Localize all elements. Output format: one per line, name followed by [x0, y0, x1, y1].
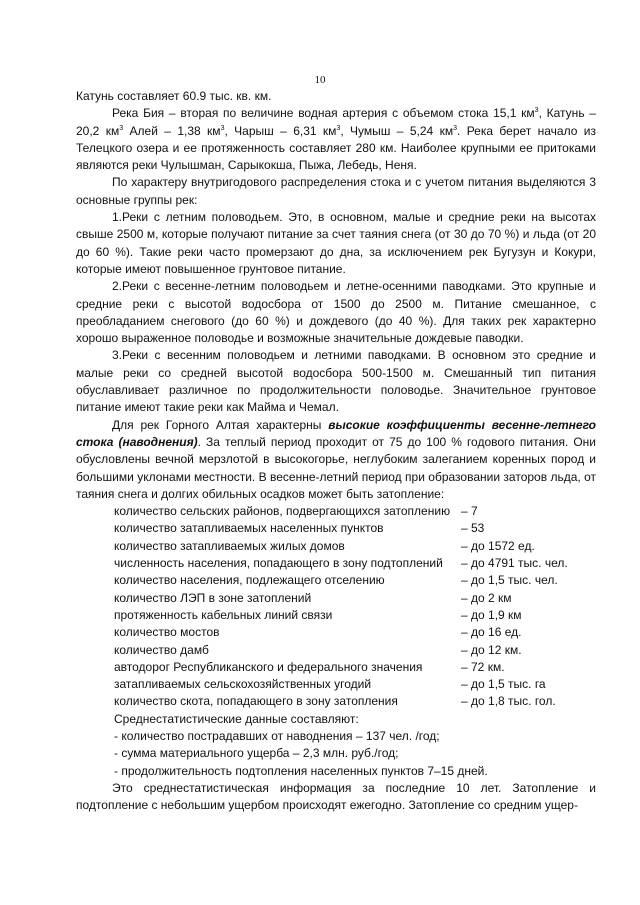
- item-value: – до 2 км: [461, 590, 512, 605]
- item-label: количество затапливаемых населенных пунктов: [114, 521, 384, 536]
- text-fragment: Для рек Горного Алтая характерны: [112, 417, 329, 432]
- superscript: 3: [336, 124, 341, 132]
- item-value: – до 16 ед.: [461, 625, 522, 640]
- avg-intro: Среднестатистические данные составляют:: [114, 711, 359, 726]
- item-value: – до 1,9 км: [461, 607, 522, 622]
- list-item: [114, 624, 596, 641]
- list-item: [114, 693, 596, 710]
- text-fragment: . За теплый период проходит от 75 до 100 % годового питания. Они обусловлены вечной мерзлотой в высокогорье, неглубоким залеганием коренных пород и большими уклонами местности. В весенне-летний период при образовании заторов льда, от таяния снега и долгих обильных осадков может быть затопление:: [76, 434, 596, 501]
- item-value: – 53: [461, 521, 485, 536]
- list-item: [114, 607, 596, 624]
- paragraph-groups-intro: По характеру внутригодового распределения стока и с учетом питания выделяются 3 основные группы рек:: [76, 175, 596, 207]
- text-fragment: . Река берет начало из Телецкого озера и ее протяженность составляет 280 км. Наиболее крупными ее притоками являются реки Чулышман, Сарыкокша, Пыжа, Лебедь, Неня.: [76, 123, 596, 173]
- item-value: – до 4791 тыс. чел.: [461, 556, 568, 571]
- list-item: [114, 538, 596, 555]
- item-label: протяженность кабельных линий связи: [114, 607, 333, 622]
- paragraph-summary: Это среднестатистическая информация за последние 10 лет. Затопление и подтопление с небольшим ущербом происходят ежегодно. Затопление со средним ущер-: [76, 780, 596, 813]
- item-value: – до 12 км.: [461, 642, 522, 657]
- list-item: [114, 520, 596, 537]
- item-value: – до 1,5 тыс. чел.: [461, 573, 558, 588]
- item-value: – до 1,5 тыс. га: [461, 677, 546, 692]
- item-label: количество сельских районов, подвергающихся затоплению: [114, 504, 451, 519]
- superscript: 3: [453, 124, 457, 132]
- list-item: - количество пострадавших от наводнения – 137 чел. /год;: [114, 728, 440, 743]
- paragraph-group-3: 3.Реки с весенним половодьем и летними паводками. В основном это средние и малые реки со средней высотой водосбора 500-1500 м. Смешанный тип питания обуславливает различное по продолжительности половодье. Значительное грунтовое питание имеют такие реки как Майма и Чемал.: [76, 348, 596, 415]
- paragraph-group-2: 2.Реки с весенне-летним половодьем и летне-осенними паводками. Это крупные и средние реки с высотой водосбора от 1500 до 2500 м. Питание смешанное, с преобладанием снегового (до 60 %) и дождевого (до 40 %). Для таких рек характерно хорошо выраженное половодье и возможные значительные дождевые паводки.: [76, 279, 596, 346]
- list-item: - продолжительность подтопления населенных пунктов 7–15 дней.: [114, 763, 488, 778]
- item-label: автодорог Республиканского и федерального значения: [114, 659, 423, 674]
- avg-stats: [114, 711, 596, 780]
- list-item: [114, 676, 596, 693]
- item-label: количество затапливаемых жилых домов: [114, 538, 345, 553]
- list-item: [114, 659, 596, 676]
- item-value: – до 1,8 тыс. гол.: [461, 694, 556, 709]
- superscript: 3: [534, 107, 539, 115]
- item-label: численность населения, попадающего в зону подтоплений: [114, 556, 443, 571]
- item-value: – 72 км.: [461, 659, 505, 674]
- paragraph-catchment: Катунь составляет 60.9 тыс. кв. км.: [76, 89, 272, 103]
- document-body: [76, 88, 596, 814]
- superscript: 3: [220, 124, 225, 132]
- list-item: [114, 642, 596, 659]
- list-item: [114, 555, 596, 572]
- text-fragment: Алей – 1,38 км: [123, 123, 221, 138]
- item-label: количество ЛЭП в зоне затоплений: [114, 590, 312, 605]
- paragraph-biya-river: [76, 105, 596, 174]
- list-item: - сумма материального ущерба – 2,3 млн. руб./год;: [114, 746, 399, 761]
- text-fragment: Река Бия – вторая по величине водная артерия с объемом стока 15,1 км: [112, 106, 535, 121]
- item-label: затапливаемых сельскохозяйственных угодий: [114, 677, 372, 692]
- text-fragment: , Катунь – 20,2 км: [76, 106, 596, 138]
- superscript: 3: [119, 124, 124, 132]
- item-value: – 7: [461, 504, 478, 519]
- item-value: – до 1572 ед.: [461, 538, 535, 553]
- paragraph-flood-coefficients: [76, 417, 596, 503]
- emphasis: высокие коэффициенты весенне-летнего стока (наводнения): [76, 417, 597, 449]
- item-label: количество дамб: [114, 642, 209, 657]
- page-number: 10: [314, 74, 326, 86]
- text-fragment: , Чарыш – 6,31 км: [224, 123, 337, 138]
- item-label: количество населения, подлежащего отселению: [114, 573, 385, 588]
- flood-stats-list: [114, 503, 596, 711]
- text-fragment: , Чумыш – 5,24 км: [340, 123, 454, 138]
- list-item: [114, 590, 596, 607]
- list-item: [114, 572, 596, 589]
- list-item: [114, 503, 596, 520]
- item-label: количество скота, попадающего в зону затопления: [114, 694, 398, 709]
- paragraph-group-1: 1.Реки с летним половодьем. Это, в основном, малые и средние реки на высотах свыше 2500 м, которые получают питание за счет таяния снега (от 30 до 70 %) и льда (от 20 до 60 %). Такие реки часто промерзают до дна, за исключением рек Бугузун и Кокури, которые имеют повышенное грунтовое питание.: [76, 210, 596, 276]
- item-label: количество мостов: [114, 625, 220, 640]
